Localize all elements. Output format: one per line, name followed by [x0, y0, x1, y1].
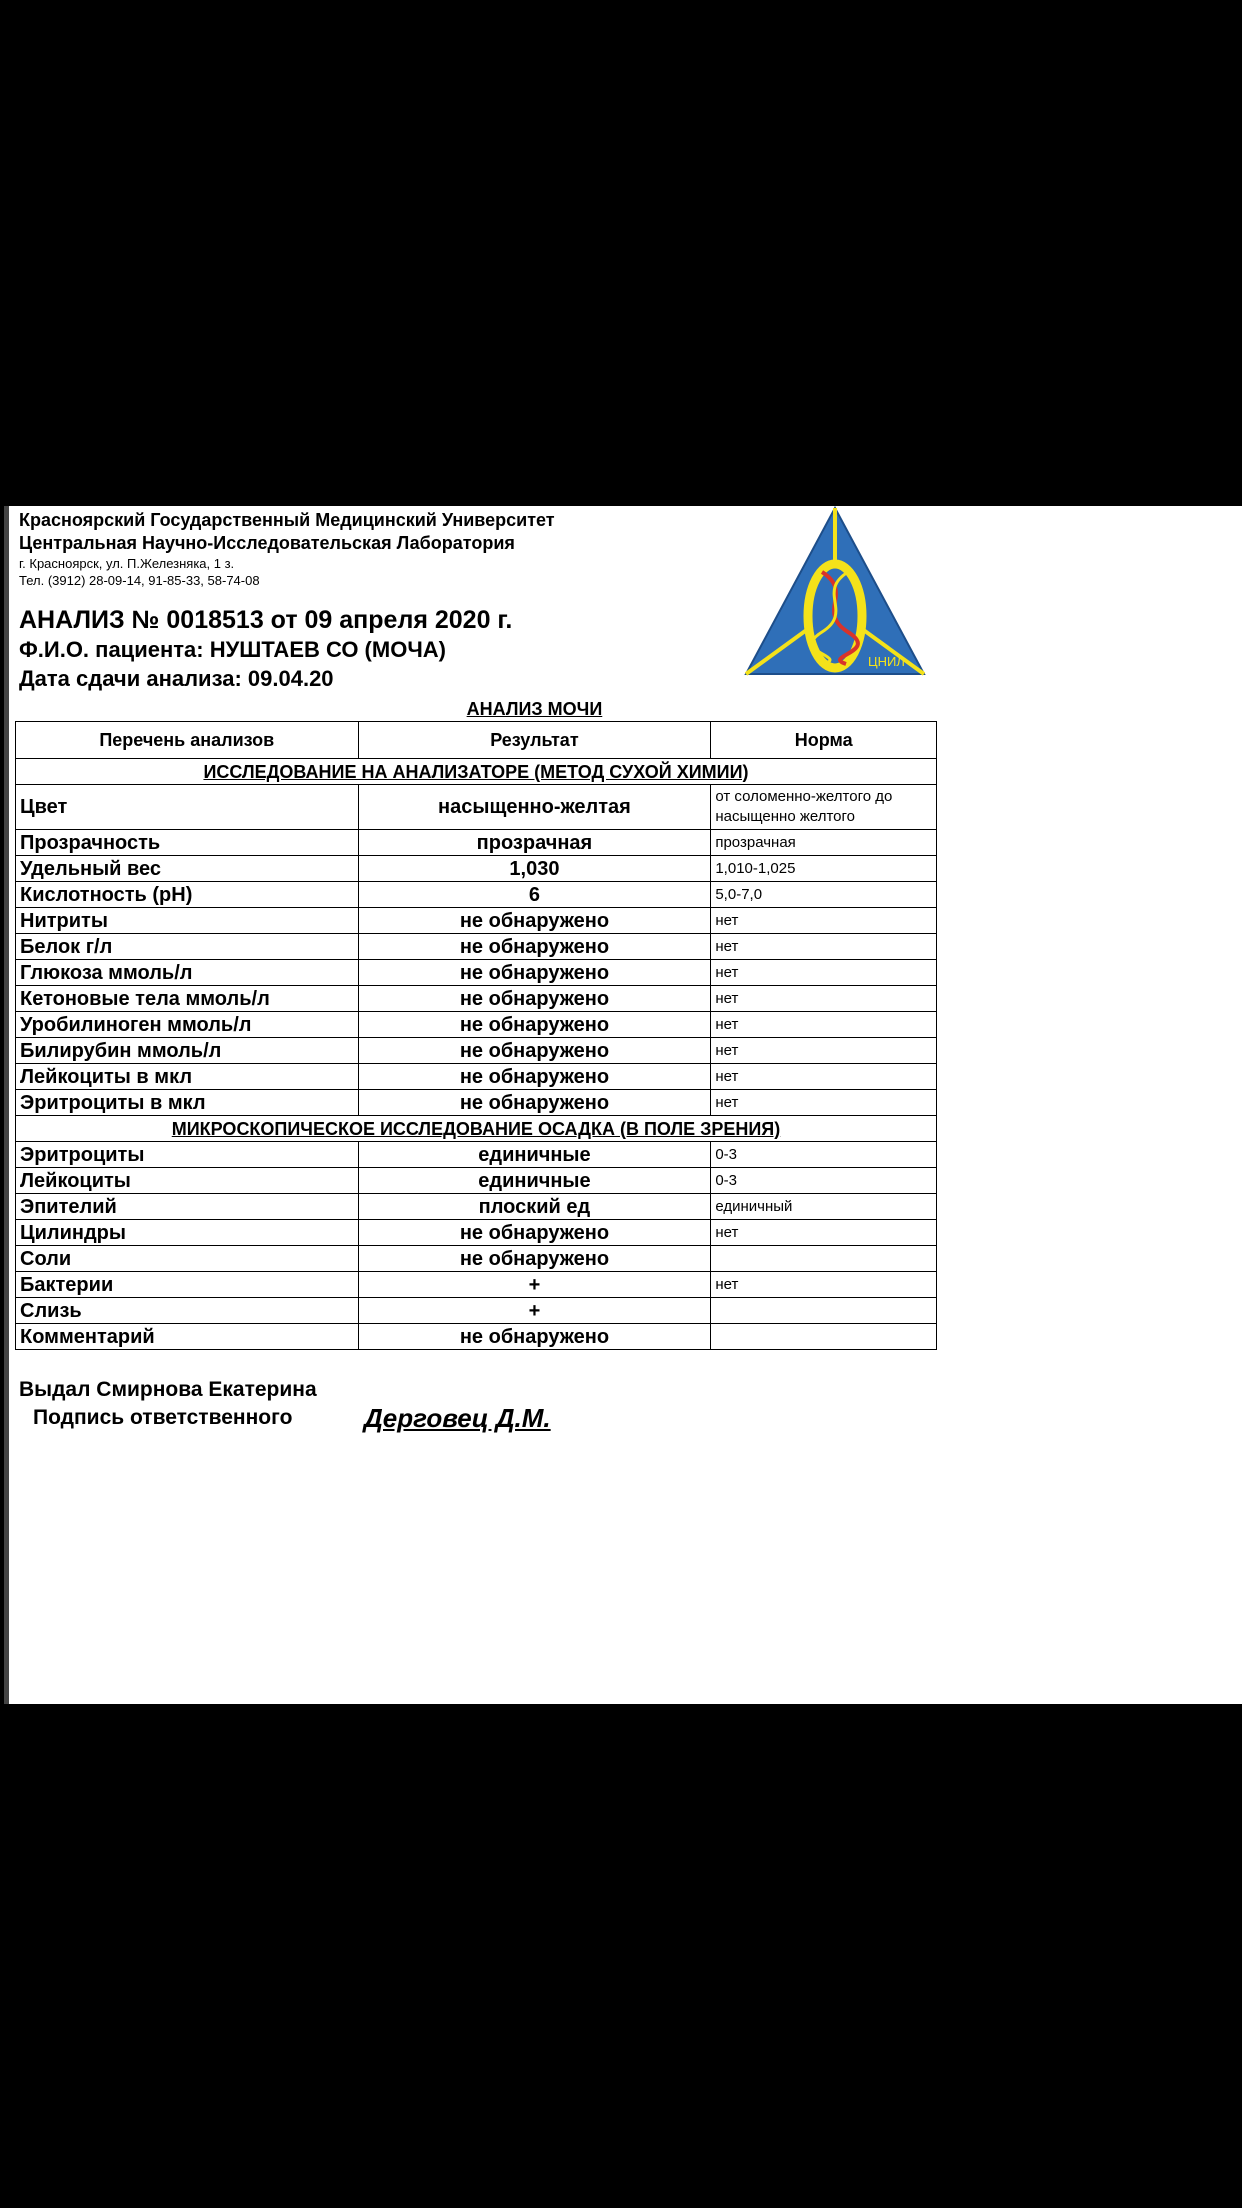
cnil-logo — [742, 506, 928, 676]
analysis-norm: прозрачная — [711, 830, 937, 856]
analysis-result: единичные — [358, 1168, 711, 1194]
analysis-norm: нет — [711, 1220, 937, 1246]
university-name: Красноярский Государственный Медицинский Университет — [19, 510, 555, 530]
analysis-norm: нет — [711, 1272, 937, 1298]
table-row — [16, 1246, 937, 1272]
analysis-result: единичные — [358, 1142, 711, 1168]
analysis-norm: нет — [711, 960, 937, 986]
analysis-norm: нет — [711, 934, 937, 960]
table-title: АНАЛИЗ МОЧИ — [466, 698, 603, 719]
analysis-norm — [711, 1246, 937, 1272]
analysis-norm: нет — [711, 908, 937, 934]
analysis-norm: нет — [711, 1064, 937, 1090]
analysis-name: Глюкоза ммоль/л — [16, 960, 359, 986]
submission-date: Дата сдачи анализа: 09.04.20 — [19, 666, 334, 691]
analysis-result: не обнаружено — [358, 1038, 711, 1064]
analysis-result: не обнаружено — [358, 1012, 711, 1038]
table-row — [16, 856, 937, 882]
analysis-name: Кислотность (pH) — [16, 882, 359, 908]
table-row — [16, 882, 937, 908]
analysis-norm: нет — [711, 1038, 937, 1064]
table-row — [16, 1272, 937, 1298]
logo-text: ЦНИЛ — [868, 654, 905, 669]
table-row — [16, 1012, 937, 1038]
phones: Тел. (3912) 28-09-14, 91-85-33, 58-74-08 — [19, 573, 260, 588]
analysis-name: Цилиндры — [16, 1220, 359, 1246]
col-header-result: Результат — [358, 722, 711, 759]
analysis-result: насыщенно-желтая — [358, 785, 711, 830]
analysis-name: Эритроциты в мкл — [16, 1090, 359, 1116]
analysis-norm — [711, 1298, 937, 1324]
analysis-name: Белок г/л — [16, 934, 359, 960]
address: г. Красноярск, ул. П.Железняка, 1 з. — [19, 556, 235, 571]
analysis-result: не обнаружено — [358, 986, 711, 1012]
analysis-norm — [711, 1324, 937, 1350]
analysis-norm: 0-3 — [711, 1168, 937, 1194]
laboratory-name: Центральная Научно-Исследовательская Лаборатория — [19, 533, 515, 553]
section-title: МИКРОСКОПИЧЕСКОЕ ИССЛЕДОВАНИЕ ОСАДКА (В ПОЛЕ ЗРЕНИЯ) — [16, 1116, 937, 1142]
analysis-name: Цвет — [16, 785, 359, 830]
analysis-name: Эпителий — [16, 1194, 359, 1220]
table-row — [16, 1324, 937, 1350]
table-row — [16, 986, 937, 1012]
analysis-name: Комментарий — [16, 1324, 359, 1350]
issued-by: Выдал Смирнова Екатерина — [19, 1378, 317, 1401]
analysis-title: АНАЛИЗ № 0018513 от 09 апреля 2020 г. — [19, 606, 513, 634]
analysis-norm: нет — [711, 1012, 937, 1038]
table-row — [16, 960, 937, 986]
analysis-name: Уробилиноген ммоль/л — [16, 1012, 359, 1038]
col-header-norm: Норма — [711, 722, 937, 759]
analysis-result: + — [358, 1272, 711, 1298]
analysis-result: + — [358, 1298, 711, 1324]
analysis-result: не обнаружено — [358, 1220, 711, 1246]
col-header-names: Перечень анализов — [16, 722, 359, 759]
table-row — [16, 1220, 937, 1246]
analysis-name: Эритроциты — [16, 1142, 359, 1168]
section-title: ИССЛЕДОВАНИЕ НА АНАЛИЗАТОРЕ (МЕТОД СУХОЙ ХИМИИ) — [16, 759, 937, 785]
analysis-result: не обнаружено — [358, 960, 711, 986]
table-row — [16, 1194, 937, 1220]
analysis-result: не обнаружено — [358, 1324, 711, 1350]
table-row — [16, 830, 937, 856]
analysis-result: плоский ед — [358, 1194, 711, 1220]
analysis-name: Билирубин ммоль/л — [16, 1038, 359, 1064]
patient-name: Ф.И.О. пациента: НУШТАЕВ СО (МОЧА) — [19, 637, 446, 662]
analysis-norm: нет — [711, 1090, 937, 1116]
analysis-result: 1,030 — [358, 856, 711, 882]
analysis-result: не обнаружено — [358, 934, 711, 960]
analysis-norm: единичный — [711, 1194, 937, 1220]
table-row — [16, 1064, 937, 1090]
analysis-name: Нитриты — [16, 908, 359, 934]
analysis-name: Лейкоциты в мкл — [16, 1064, 359, 1090]
analysis-result: не обнаружено — [358, 1090, 711, 1116]
analysis-name: Удельный вес — [16, 856, 359, 882]
table-row — [16, 1038, 937, 1064]
analysis-norm: 5,0-7,0 — [711, 882, 937, 908]
analysis-norm: нет — [711, 986, 937, 1012]
table-row — [16, 1168, 937, 1194]
table-row — [16, 1142, 937, 1168]
analysis-result: 6 — [358, 882, 711, 908]
analysis-name: Бактерии — [16, 1272, 359, 1298]
table-row — [16, 1298, 937, 1324]
signature-label: Подпись ответственного — [33, 1406, 293, 1429]
report-document — [4, 506, 1242, 1704]
table-row — [16, 934, 937, 960]
signature: Дерговец Д.М. — [364, 1403, 551, 1433]
table-row — [16, 785, 937, 830]
analysis-norm: 1,010-1,025 — [711, 856, 937, 882]
table-row — [16, 1090, 937, 1116]
analysis-name: Слизь — [16, 1298, 359, 1324]
analysis-name: Прозрачность — [16, 830, 359, 856]
analysis-result: не обнаружено — [358, 1064, 711, 1090]
analysis-result: не обнаружено — [358, 1246, 711, 1272]
table-row — [16, 908, 937, 934]
analysis-name: Соли — [16, 1246, 359, 1272]
analysis-norm: 0-3 — [711, 1142, 937, 1168]
analysis-result: прозрачная — [358, 830, 711, 856]
analysis-norm: от соломенно-желтого до насыщенно желтого — [711, 785, 937, 830]
analysis-result: не обнаружено — [358, 908, 711, 934]
analysis-name: Кетоновые тела ммоль/л — [16, 986, 359, 1012]
results-table — [15, 696, 937, 1350]
analysis-name: Лейкоциты — [16, 1168, 359, 1194]
